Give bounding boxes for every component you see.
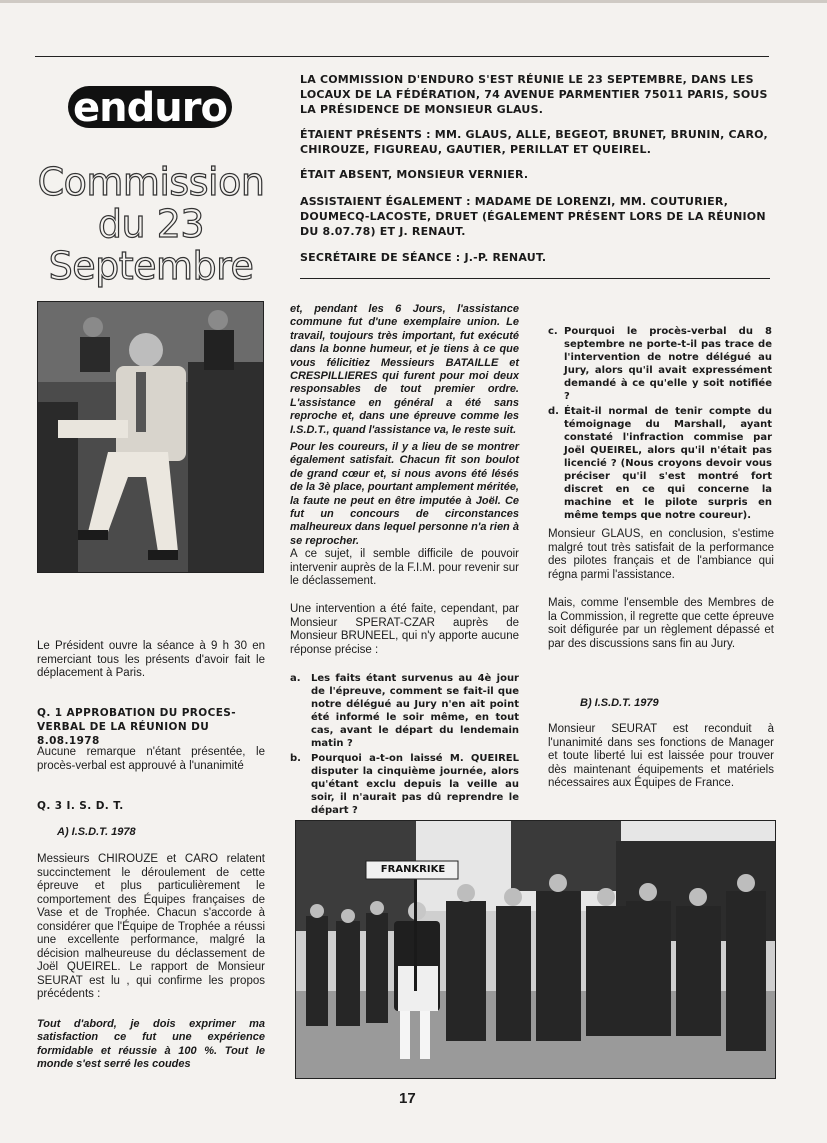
isdt-1978-text: Messieurs CHIROUZE et CARO relatent succinctement le déroulement de cette épreuve et plus particulièrement le comportement des Équipes françaises de Vase et de Trophée. Chacun s'accorde à considérer que l'Équipe de Trophée a réussi une excellente performance, malgré la décision malheureuse du déclassement de Joël QUEIREL. Le rapport de Monsieur SEURAT est lu , qui confirme les propos précédents : [37,853,265,1000]
question-d: Était-il normal de tenir compte du témoignage du Marshall, ayant constaté l'infraction commise par Joël QUEIREL, alors qu'il n'était pas licencié ? (Nous croyons devoir vous préciser qu'il s'est montré fort discret en ce qui concerne la machine et le pilote surpris en même temps que notre coureur). [564,406,772,521]
q3-heading: Q. 3 I. S. D. T. [37,800,124,812]
opening-paragraph: Le Président ouvre la séance à 9 h 30 en remerciant tous les présents d'avoir fait le déplacement à Paris. [37,640,265,679]
intro-paragraph-4: ASSISTAIENT ÉGALEMENT : MADAME DE LORENZI, MM. COUTURIER, DOUMECQ-LACOSTE, DRUET (ÉGALEMENT PRÉSENT LORS DE LA RÉUNION DU 8.07.78) ET J. RENAUT. [300,195,766,238]
report-quote-start: Tout d'abord, je dois exprimer ma satisfaction ce fut une expérience formidable et réussie à 100 %. Tout le monde s'est serré les coudes [37,1018,265,1071]
question-b-label: b. [290,753,301,764]
photo-france-team-parade [295,820,776,1079]
photo-president-seated [37,301,264,573]
conclusion-paragraph: Monsieur GLAUS, en conclusion, s'estime malgré tout très satisfait de la performance des pilotes français et de l'ambiance qui régna parmi l'assistance. [548,528,774,581]
section-title-enduro [66,82,234,132]
question-d-label: d. [548,406,559,417]
question-c: Pourquoi le procès-verbal du 8 septembre ne porte-t-il pas trace de l'intervention de notre délégué au Jury, alors qu'il avait expressément demandé à ce qu'elle y soit notifiée ? [564,326,772,402]
page-top-edge [0,0,827,3]
section-label: enduro [73,85,227,131]
q1-text: Aucune remarque n'étant présentée, le procès-verbal est approuvé à l'unanimité [37,746,265,772]
regret-paragraph: Mais, comme l'ensemble des Membres de la Commission, il regrette que cette épreuve soit défigurée par un règlement dépassé et par des discussions sans fin au Jury. [548,597,774,650]
isdt-1978-heading: A) I.S.D.T. 1978 [57,826,136,838]
intro-paragraph-5: SECRÉTAIRE DE SÉANCE : J.-P. RENAUT. [300,251,547,264]
intro-paragraph-1: LA COMMISSION D'ENDURO S'EST RÉUNIE LE 23 SEPTEMBRE, DANS LES LOCAUX DE LA FÉDÉRATION, 74 AVENUE PARMENTIER 75011 PARIS, SOUS LA PRÉSIDENCE DE MONSIEUR GLAUS. [300,73,768,116]
intervention-paragraph: Une intervention a été faite, cependant, par Monsieur SPERAT-CZAR auprès de Monsieur BRUNEEL, qui n'y apporte aucune réponse précise : [290,603,519,656]
isdt-1979-text: Monsieur SEURAT est reconduit à l'unanimité dans ses fonctions de Manager et toute liberté lui est laissée pour trouver dès maintenant équipements et matériels nécessaires aux Équipes de France. [548,723,774,789]
title-line-3: Septembre [48,244,254,288]
intro-paragraph-3: ÉTAIT ABSENT, MONSIEUR VERNIER. [300,168,529,181]
report-quote-riders: Pour les coureurs, il y a lieu de se montrer également satisfait. Chacun fit son boulot de grand cœur et, si nous avons été lésés de la 3è place, pourtant amplement méritée, la faute ne peut en être imputée à Joël. Ce fut un concours de circonstances malheureux dans lequel personne n'a rien à se reprocher. [290,441,519,547]
country-sign-label: FRANKRIKE [380,864,446,875]
isdt-1979-heading: B) I.S.D.T. 1979 [580,697,659,709]
intro-paragraph-2: ÉTAIENT PRÉSENTS : MM. GLAUS, ALLE, BEGEOT, BRUNET, BRUNIN, CARO, CHIROUZE, FIGUREAU, GAUTIER, PERILLAT ET QUEIREL. [300,128,768,156]
question-b: Pourquoi a-t-on laissé M. QUEIREL disputer la cinquième journée, alors qu'étant exclu depuis la veille au soir, il n'aurait pas dû reprendre le départ ? [311,753,519,816]
q1-heading: Q. 1 APPROBATION DU PROCES-VERBAL DE LA RÉUNION DU 8.08.1978 [37,707,237,747]
intro-bottom-rule [300,278,770,279]
question-a: Les faits étant survenus au 4è jour de l'épreuve, comment se fait-il que notre délégué au Jury n'en ait point été informé le soir même, en tout cas, avant le départ du lendemain matin ? [311,673,519,749]
fim-paragraph: A ce sujet, il semble difficile de pouvoir intervenir auprès de la F.I.M. pour revenir sur le déclassement. [290,548,519,587]
title-line-1: Commission [37,160,265,204]
question-a-label: a. [290,673,301,684]
top-rule [35,56,769,57]
page-number: 17 [399,1090,416,1107]
report-quote-continued: et, pendant les 6 Jours, l'assistance commune fut d'une exemplaire union. Le travail, toujours très important, fut exécuté dans la bonne humeur, et je tiens à ce que vous félicitiez Messieurs BATAILLE et CRESPILLIERES qui furent pour moi deux responsables de tout premier ordre. L'assistance en général a été sans reproche et, dans une épreuve comme les I.S.D.T., quand l'assistance va, le reste suit. [290,303,519,436]
title-line-2: du 23 [97,202,205,246]
question-c-label: c. [548,326,558,337]
